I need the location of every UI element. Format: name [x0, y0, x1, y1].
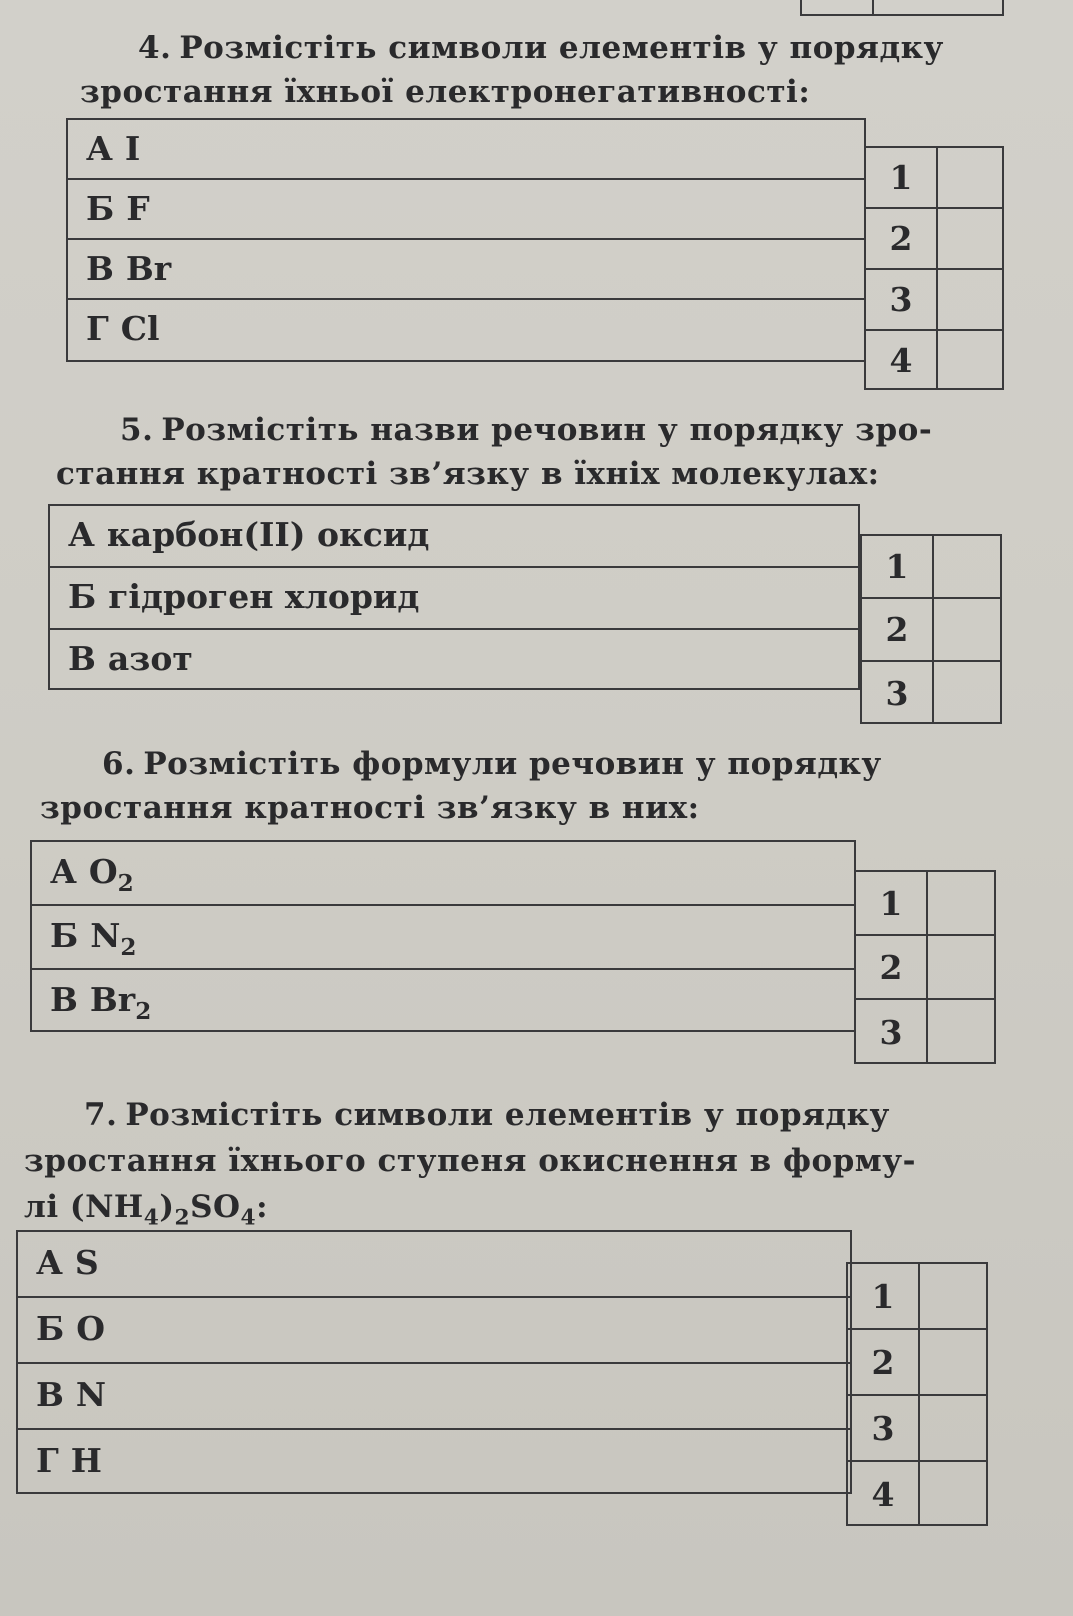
answer-row [862, 599, 1000, 662]
answer-cell[interactable] [926, 936, 994, 998]
question-number: 4. [138, 30, 172, 66]
option-row [32, 970, 854, 1032]
formula-part: SO [190, 1189, 241, 1225]
formula-part: ) [159, 1189, 175, 1225]
option-text: S [74, 1243, 99, 1282]
rank-number: 4 [848, 1462, 920, 1526]
answer-cell[interactable] [936, 148, 1002, 207]
formula-part: : [256, 1189, 269, 1225]
option-letter: В [50, 980, 78, 1019]
option-row [18, 1232, 850, 1298]
option-text: Br [89, 980, 136, 1019]
option-letter: А [86, 129, 113, 168]
option-subscript: 2 [135, 998, 152, 1026]
option-subscript: 2 [117, 870, 134, 898]
option-letter: В [68, 639, 96, 678]
question-7 [24, 1092, 1004, 1230]
question-text-line-2: зростання кратності зв’язку в них: [40, 790, 700, 826]
answer-cell[interactable] [918, 1462, 986, 1526]
option-letter: Б [68, 577, 97, 616]
options-table-6 [30, 840, 856, 1032]
option-row [68, 120, 864, 180]
option-subscript: 2 [120, 934, 137, 962]
answer-row [856, 936, 994, 1000]
option-row [50, 630, 858, 690]
rank-number: 3 [866, 270, 938, 329]
question-text-line-1: Розмістіть формули речовин у порядку [143, 746, 882, 782]
answer-cell[interactable] [926, 872, 994, 934]
question-number: 6. [102, 746, 136, 782]
rank-number: 2 [848, 1330, 920, 1394]
answer-cell[interactable] [936, 331, 1002, 390]
option-row [50, 568, 858, 630]
formula-subscript: 4 [240, 1205, 257, 1231]
question-text-line-1: Розмістіть символи елементів у порядку [179, 30, 944, 66]
option-text: азот [107, 639, 193, 678]
option-text: Cl [120, 309, 160, 348]
option-letter: А [68, 515, 95, 554]
answer-row [856, 1000, 994, 1064]
answer-cell[interactable] [918, 1264, 986, 1328]
answer-row [866, 148, 1002, 209]
option-text: N [90, 916, 121, 955]
option-row [18, 1364, 850, 1430]
option-row [68, 180, 864, 240]
answer-grid-5 [860, 534, 1002, 724]
question-text-line-2: зростання їхнього ступеня окиснення в форму- [24, 1143, 916, 1179]
answer-row [866, 270, 1002, 331]
question-number: 7. [84, 1097, 118, 1133]
question-text-line-3 [24, 1184, 1004, 1230]
answer-cell[interactable] [926, 1000, 994, 1064]
answer-cell[interactable] [936, 209, 1002, 268]
option-letter: Б [86, 189, 115, 228]
answer-grid-7 [846, 1262, 988, 1526]
answer-grid-4 [864, 146, 1004, 390]
option-row [32, 842, 854, 906]
option-text: F [126, 189, 150, 228]
answer-row [866, 209, 1002, 270]
option-letter: Б [36, 1309, 65, 1348]
option-row [32, 906, 854, 970]
rank-number: 4 [866, 331, 938, 390]
option-text: карбон(II) оксид [106, 515, 430, 554]
formula-subscript: 2 [174, 1205, 191, 1231]
question-5 [56, 408, 1006, 496]
answer-cell[interactable] [932, 536, 1000, 597]
previous-table-fragment [800, 0, 1004, 16]
answer-row [862, 536, 1000, 599]
question-text-line-1: Розмістіть назви речовин у порядку зро- [161, 412, 933, 448]
options-table-5 [48, 504, 860, 690]
option-text: I [124, 129, 141, 168]
answer-row [866, 331, 1002, 390]
answer-cell[interactable] [936, 270, 1002, 329]
answer-row [848, 1264, 986, 1330]
formula-subscript: 4 [143, 1205, 160, 1231]
answer-cell[interactable] [918, 1330, 986, 1394]
option-row [18, 1430, 850, 1494]
option-letter: А [50, 852, 77, 891]
option-text: Br [125, 249, 172, 288]
question-text-line-2: стання кратності зв’язку в їхніх молекулах: [56, 456, 880, 492]
option-row [68, 300, 864, 360]
rank-number: 2 [866, 209, 938, 268]
rank-number: 1 [856, 872, 928, 934]
options-table-7 [16, 1230, 852, 1494]
answer-row [862, 662, 1000, 724]
option-text: O [88, 852, 118, 891]
option-text: O [76, 1309, 105, 1348]
options-table-4 [66, 118, 866, 362]
rank-number: 3 [862, 662, 934, 724]
question-4 [80, 26, 980, 114]
option-letter: В [86, 249, 114, 288]
option-letter: Г [86, 309, 109, 348]
answer-row [848, 1396, 986, 1462]
question-6 [40, 742, 1000, 830]
rank-number: 3 [856, 1000, 928, 1064]
option-letter: Г [36, 1441, 59, 1480]
answer-cell[interactable] [932, 599, 1000, 660]
option-text: H [70, 1441, 102, 1480]
rank-number: 2 [856, 936, 928, 998]
question-text-line-2: зростання їхньої електронегативності: [80, 74, 811, 110]
rank-number: 2 [862, 599, 934, 660]
answer-row [848, 1330, 986, 1396]
option-letter: В [36, 1375, 64, 1414]
option-text: гідроген хлорид [108, 577, 420, 616]
option-row [68, 240, 864, 300]
rank-number: 1 [866, 148, 938, 207]
question-text-line-1: Розмістіть символи елементів у порядку [125, 1097, 890, 1133]
rank-number: 1 [848, 1264, 920, 1328]
formula-part: лі (NH [24, 1189, 144, 1225]
answer-cell[interactable] [918, 1396, 986, 1460]
option-row [18, 1298, 850, 1364]
option-row [50, 506, 858, 568]
option-letter: Б [50, 916, 79, 955]
option-letter: А [36, 1243, 63, 1282]
option-text: N [75, 1375, 107, 1414]
rank-number: 1 [862, 536, 934, 597]
rank-number: 3 [848, 1396, 920, 1460]
answer-row [848, 1462, 986, 1526]
answer-cell[interactable] [932, 662, 1000, 724]
question-number: 5. [120, 412, 154, 448]
answer-grid-6 [854, 870, 996, 1064]
answer-row [856, 872, 994, 936]
